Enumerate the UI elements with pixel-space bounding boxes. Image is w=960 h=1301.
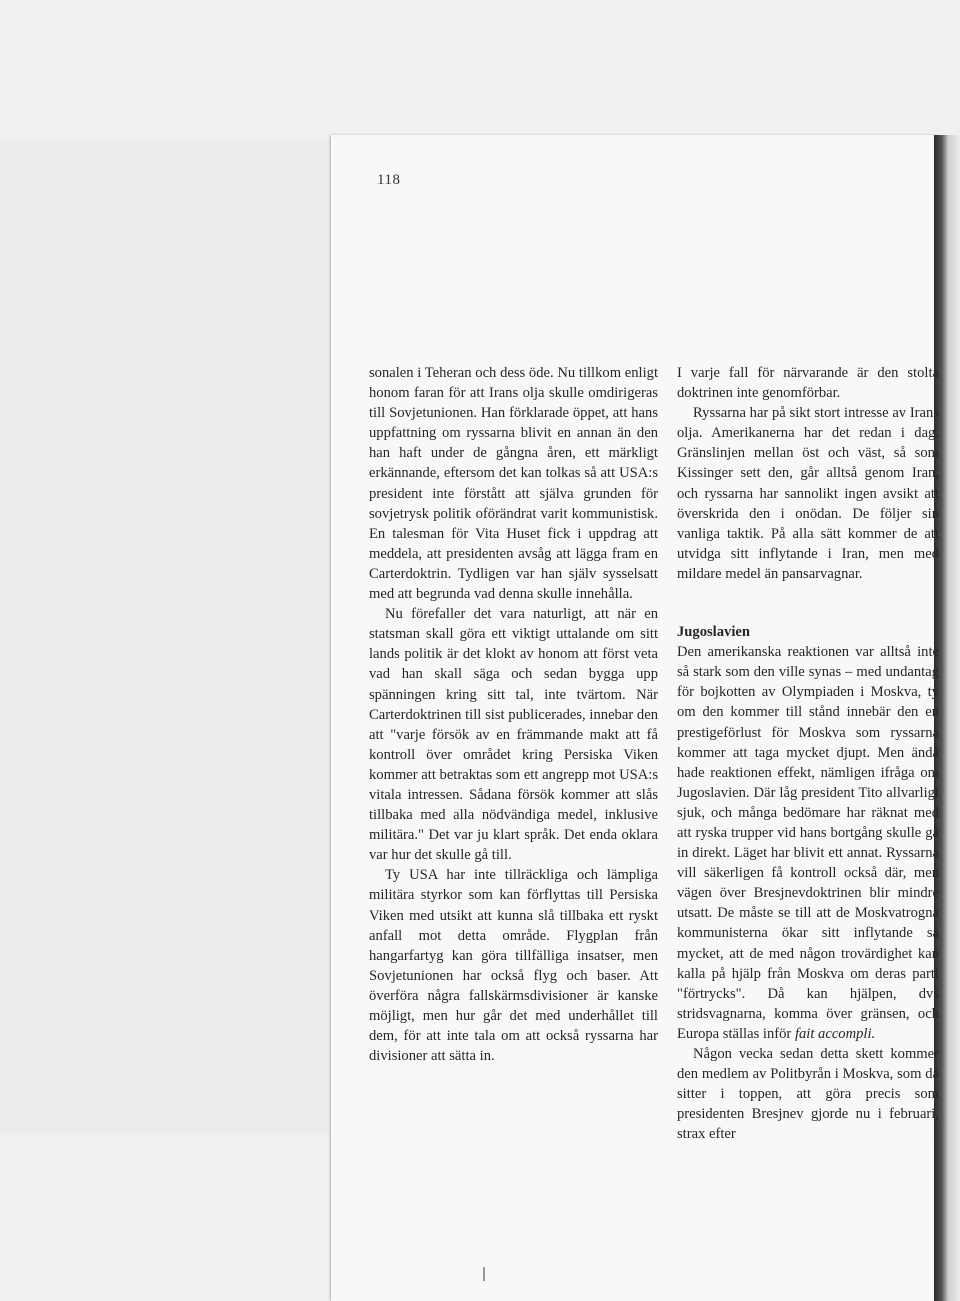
paragraph: Ryssarna har på sikt stort intresse av Irans olja. Amerikanerna har det redan i dag. Gränslinjen mellan öst och väst, så som Kissinger sett den, går alltså genom Iran, och ryssarna har sannolikt ingen avsikt att överskrida den i onödan. De följer sin vanliga taktik. På alla sätt kommer de att utvidga sitt inflytande i Iran, men med mildare medel än pansarvagnar.	[677, 405, 939, 582]
section-heading: Jugoslavien	[677, 624, 750, 641]
paragraph	[677, 642, 939, 1044]
paragraph: sonalen i Teheran och dess öde. Nu tillkom enligt honom faran för att Irans olja skulle omdirigeras till Sovjetunionen. Han förklarade öppet, att hans uppfattning om ryssarna blivit en annan än den han haft under de gångna åren, ett märkligt erkännande, eftersom det kan tolkas så att USA:s president inte förstått att själva grunden för sovjetrysk politik oförändrat varit kommunistisk. En talesman för Vita Huset fick i uppdrag att meddela, att presidenten avsåg att lägga fram en Carterdoktrin. Tydligen var han själv sysselsatt med att begrunda vad denna skulle innehålla.	[369, 365, 658, 603]
paragraph: Någon vecka sedan detta skett kommer den medlem av Politbyrån i Moskva, som då sitter i toppen, att göra precis som presidenten Bresjnev gjorde nu i februari, strax efter	[677, 1046, 939, 1143]
italic-phrase: fait accompli.	[794, 1025, 876, 1042]
paragraph: Nu förefaller det vara naturligt, att när en statsman skall göra ett viktigt uttalande om sitt lands politik är det klokt av honom att först veta vad han skall säga och sedan bygga upp spänningen kring sitt tal, inte tvärtom. När Carterdoktrinen till sist publicerades, innebar den att "varje försök av en främmande makt att få kontroll över området kring Persiska Viken kommer att betraktas som ett angrepp mot USA:s vitala intressen. Sådana försök kommer att slås tillbaka med alla nödvändiga medel, inklusive militära." Det var ju klart språk. Det enda oklara var hur det skulle gå till.	[369, 606, 658, 864]
right-text-column	[677, 363, 939, 1144]
scan-background	[0, 0, 960, 140]
scan-background-lower	[0, 1135, 331, 1301]
left-text-column	[369, 363, 658, 1066]
paragraph: I varje fall för närvarande är den stolta doktrinen inte genomförbar.	[677, 365, 939, 402]
page-number: 118	[377, 172, 401, 188]
paragraph-text: Den amerikanska reaktionen var alltså inte så stark som den ville synas – med undantag för bojkotten av Olympiaden i Moskva, ty om den kommer till stånd innebär den en prestigeförlust för Moskva som ryssarna kommer att taga mycket djupt. Men ändå hade reaktionen effekt, nämligen ifråga om Jugoslavien. Där låg president Tito allvarligt sjuk, och många bedömare har räknat med att ryska trupper vid hans bortgång skulle gå in direkt. Läget har blivit ett annat. Ryssarna vill säkerligen få kontroll också där, men vägen över Bresjnevdoktrinen blir mindre utsatt. De måste se till att de Moskvatrogna kommunisterna ökar sitt inflytande så mycket, att de med någon trovärdighet kan kalla på hjälp från Moskva om deras parti "förtrycks". Då kan hjälpen, dvs stridsvagnarna, komma över gränsen, och Europa ställas inför	[677, 644, 939, 1042]
paragraph: Ty USA har inte tillräckliga och lämpliga militära styrkor som kan förflyttas till Persiska Viken med utsikt att kunna slå tillbaka ett ryskt anfall mot detta område. Flygplan från hangarfartyg kan göra tillfälliga insatser, men Sovjetunionen har också flyg och baser. Att överföra några fallskärmsdivisioner är kanske möjligt, men hur går det med underhållet till dem, för att inte tala om att också ryssarna har divisioner att sätta in.	[369, 867, 658, 1065]
scan-artifact	[483, 1267, 485, 1281]
